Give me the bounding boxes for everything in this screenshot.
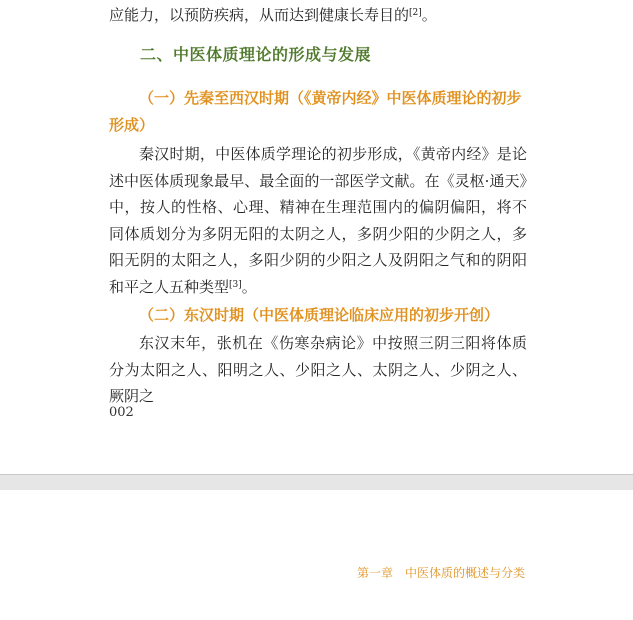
- subsection-heading-2: （二）东汉时期（中医体质理论临床应用的初步开创）: [139, 306, 500, 324]
- paragraph-2: 东汉末年，张机在《伤寒杂病论》中按照三阴三阳将体质分为太阳之人、阳明之人、少阳之人、太阴之人、少阴之人、厥阴之: [109, 334, 527, 405]
- paragraph-1: [109, 141, 527, 300]
- running-head-chapter: 第一章: [356, 566, 393, 580]
- section-heading: 二、中医体质理论的形成与发展: [140, 45, 372, 64]
- page-separator: [0, 474, 633, 491]
- continuation-end: 。: [421, 6, 437, 24]
- continuation-text: 应能力，以预防疾病，从而达到健康长寿目的: [109, 6, 410, 24]
- cut-off-text-line: [140, 614, 525, 620]
- subsection-heading-1: （一）先秦至西汉时期（《黄帝内经》中医体质理论的初步形成）: [109, 89, 522, 134]
- citation-ref-2[interactable]: [2]: [409, 8, 422, 18]
- paragraph-1-text: 秦汉时期，中医体质学理论的初步形成，《黄帝内经》是论述中医体质现象最早、最全面的一部医学文献。在《灵枢·通天》中，按人的性格、心理、精神在生理范围内的偏阴偏阳，将不同体质划分为多阴无阳的太阴之人，多阴少阳的少阴之人，多阳无阴的太阳之人，多阳少阴的少阳之人及阴阳之气和的阴阳和平之人五种类型: [109, 145, 527, 296]
- citation-ref-3[interactable]: [3]: [229, 279, 242, 290]
- running-head-title: 中医体质的概述与分类: [404, 566, 525, 580]
- page-2: [0, 490, 633, 619]
- running-head: [357, 564, 525, 581]
- paragraph-1-end: 。: [241, 277, 257, 296]
- page-number: 002: [109, 405, 134, 420]
- continuation-line: [109, 2, 527, 29]
